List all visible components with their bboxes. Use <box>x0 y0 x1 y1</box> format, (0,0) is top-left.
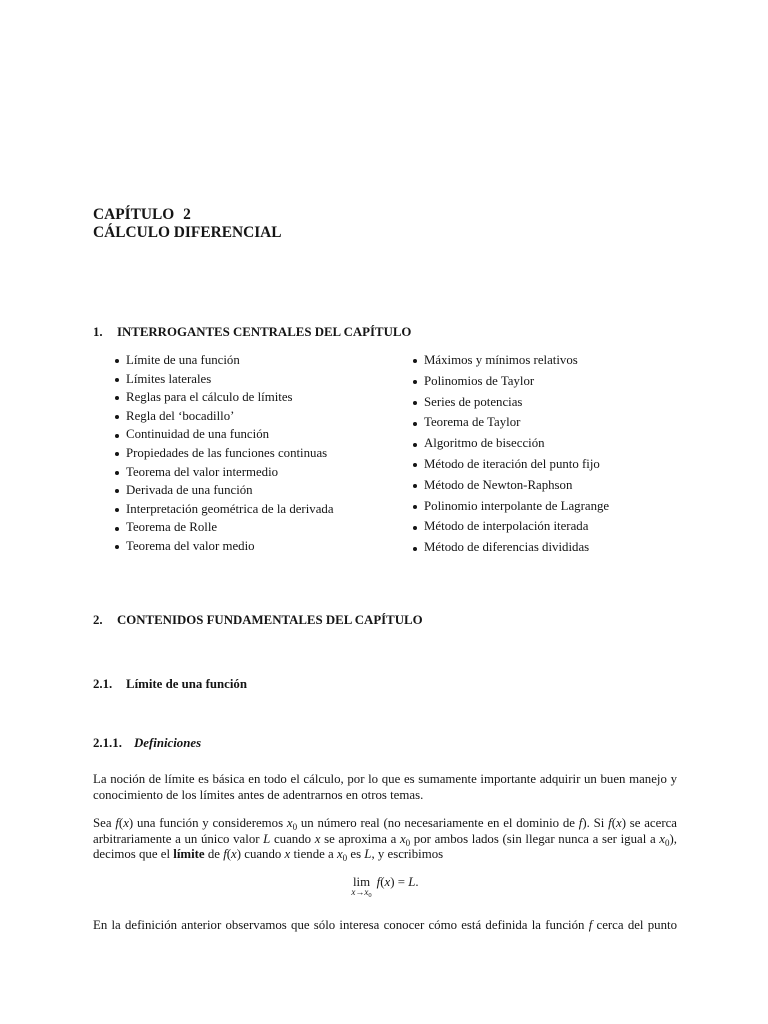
bullet-icon <box>115 489 119 493</box>
subsection-number: 2.1. <box>93 677 113 691</box>
list-item <box>410 350 609 371</box>
bullet-icon <box>413 443 417 447</box>
list-item-label: Teorema de Taylor <box>424 415 521 430</box>
list-item <box>410 392 609 413</box>
list-item-label: Propiedades de las funciones continuas <box>126 445 328 460</box>
list-item <box>410 475 609 496</box>
section-title: CONTENIDOS FUNDAMENTALES DEL CAPÍTULO <box>117 613 423 627</box>
math-symbol: f <box>578 816 583 830</box>
bullet-icon <box>115 508 119 512</box>
bullet-icon <box>413 484 417 488</box>
math-symbol: f <box>223 847 227 862</box>
math-subscript: 0 <box>368 892 372 899</box>
math-symbol: x <box>364 887 369 897</box>
list-item <box>112 425 334 444</box>
math-symbol: f <box>588 918 593 932</box>
text-run: ( <box>380 875 385 889</box>
list-item <box>112 444 334 463</box>
subsubsection-heading <box>93 735 677 751</box>
bullet-icon <box>115 471 119 475</box>
topics-list-right <box>410 350 609 558</box>
math-symbol: x <box>399 831 406 846</box>
subsection-heading <box>93 676 677 692</box>
bullet-icon <box>115 452 119 456</box>
limit-operator <box>351 876 371 897</box>
list-item <box>410 412 609 433</box>
list-item-label: Interpretación geométrica de la derivada <box>126 501 334 516</box>
limit-definition-equation <box>93 876 677 897</box>
text-run: . <box>415 875 419 889</box>
list-item <box>112 370 334 389</box>
subsubsection-title: Definiciones <box>134 736 202 750</box>
list-item-label: Método de Newton-Raphson <box>424 477 573 492</box>
math-symbol: L <box>263 831 271 846</box>
math-symbol: f <box>376 875 381 889</box>
list-item <box>112 407 334 426</box>
chapter-number: 2 <box>183 206 191 223</box>
math-symbol: x <box>336 847 343 862</box>
bullet-icon <box>115 545 119 549</box>
bullet-icon <box>115 415 119 419</box>
text-run: se aproxima a <box>320 831 400 846</box>
math-subscript: 0 <box>405 837 411 848</box>
math-symbol: x <box>615 816 622 830</box>
math-symbol: L <box>408 875 416 889</box>
text-run: cerca del punto <box>592 918 677 932</box>
list-item <box>410 537 609 558</box>
math-symbol: x <box>231 847 237 862</box>
subsection-title: Límite de una función <box>126 677 247 691</box>
list-item-label: Método de iteración del punto fijo <box>424 456 600 471</box>
text-run: ), decimos que el <box>93 831 677 862</box>
text-run: ( <box>611 816 616 830</box>
bullet-icon <box>413 359 417 363</box>
list-item-label: Teorema del valor intermedio <box>126 464 279 479</box>
text-run: de <box>204 847 224 862</box>
math-symbol: x <box>123 816 129 830</box>
list-item <box>112 388 334 407</box>
bullet-icon <box>115 396 119 400</box>
chapter-heading <box>93 206 677 242</box>
list-item-label: Derivada de una función <box>126 483 253 498</box>
bullet-icon <box>115 434 119 438</box>
list-item <box>410 371 609 392</box>
section-title: INTERROGANTES CENTRALES DEL CAPÍTULO <box>117 325 412 339</box>
text-run: La noción de límite es básica en todo el cálculo, por lo que es sumamente importante adquirir un buen manejo y conocimiento de los límites antes de adentrarnos en otros temas. <box>93 772 677 802</box>
list-item <box>410 433 609 454</box>
text-run: , y escribimos <box>371 847 444 862</box>
bullet-icon <box>413 380 417 384</box>
list-item-label: Regla del ‘bocadillo’ <box>126 408 235 423</box>
text-run: ( <box>118 816 124 830</box>
math-subscript: 0 <box>342 853 348 864</box>
list-item <box>410 454 609 475</box>
list-item-label: Método de interpolación iterada <box>424 519 589 534</box>
text-run: ( <box>226 847 232 862</box>
lim-symbol: lim <box>352 875 371 889</box>
text-run: ). Si <box>582 816 609 830</box>
list-item-label: Continuidad de una función <box>126 427 270 442</box>
list-item-label: Límite de una función <box>126 353 240 367</box>
math-subscript: 0 <box>292 822 298 832</box>
chapter-label: CAPÍTULO <box>93 206 175 223</box>
math-symbol: f <box>115 816 119 830</box>
bullet-icon <box>115 527 119 531</box>
bullet-icon <box>413 526 417 530</box>
limit-subscript <box>351 888 371 897</box>
chapter-title: CÁLCULO DIFERENCIAL <box>93 224 282 241</box>
list-item-label: Límites laterales <box>126 371 212 386</box>
list-item-label: Reglas para el cálculo de límites <box>126 390 293 405</box>
section-heading <box>93 612 677 628</box>
bullet-icon <box>413 547 417 551</box>
bullet-icon <box>115 359 119 363</box>
text-run: cuando <box>270 831 315 846</box>
text-run: tiende a <box>290 847 337 862</box>
math-symbol: x <box>351 887 356 897</box>
section-number: 1. <box>93 325 103 339</box>
text-run: es <box>347 847 365 862</box>
list-item-label: Algoritmo de bisección <box>424 436 545 451</box>
bullet-icon <box>413 422 417 426</box>
list-item-label: Polinomio interpolante de Lagrange <box>424 498 610 513</box>
text-run: por ambos lados (sin llegar nunca a ser igual a <box>410 831 660 846</box>
math-symbol: f <box>608 816 612 830</box>
text-run: ) cuando <box>236 847 285 862</box>
list-item <box>112 500 334 519</box>
list-item-label: Teorema de Rolle <box>126 520 218 535</box>
list-item-label: Método de diferencias divididas <box>424 540 590 555</box>
equation-body <box>377 876 419 888</box>
bullet-icon <box>115 378 119 382</box>
subsubsection-number: 2.1.1. <box>93 736 122 750</box>
list-item-label: Máximos y mínimos relativos <box>424 353 578 367</box>
list-item <box>112 537 334 556</box>
text-run: ) = <box>390 875 409 889</box>
math-symbol: L <box>364 847 372 862</box>
text-run: un número real (no necesariamente en el dominio de <box>297 816 579 830</box>
bullet-icon <box>413 463 417 467</box>
chapter-number-line <box>93 206 677 224</box>
text-run: Sea <box>93 816 116 830</box>
bullet-icon <box>413 401 417 405</box>
text-run: ) una función y consideremos <box>128 816 287 830</box>
bold-term: límite <box>173 847 205 862</box>
paragraph <box>93 772 677 803</box>
math-symbol: x <box>284 847 291 862</box>
list-item-label: Teorema del valor medio <box>126 538 255 553</box>
list-item <box>112 518 334 537</box>
list-item-label: Series de potencias <box>424 394 523 409</box>
list-item <box>112 481 334 500</box>
text-run: En la definición anterior observamos que sólo interesa conocer cómo está definida la función <box>93 918 589 932</box>
text-run: → <box>355 887 365 897</box>
math-subscript: 0 <box>665 837 670 848</box>
math-symbol: x <box>659 831 665 846</box>
list-item <box>112 463 334 482</box>
math-symbol: x <box>286 816 293 830</box>
section-number: 2. <box>93 613 103 627</box>
paragraph <box>93 816 677 863</box>
text-run: ) se acerca arbitrariamente a un único valor <box>93 816 677 846</box>
list-item <box>410 516 609 537</box>
math-symbol: x <box>384 875 391 889</box>
list-item-label: Polinomios de Taylor <box>424 373 535 388</box>
math-symbol: x <box>314 831 321 846</box>
topics-list-left <box>112 351 334 556</box>
section-heading <box>93 324 677 340</box>
list-item <box>112 351 334 370</box>
list-item <box>410 496 609 517</box>
bullet-icon <box>413 505 417 509</box>
paragraph <box>93 918 677 934</box>
